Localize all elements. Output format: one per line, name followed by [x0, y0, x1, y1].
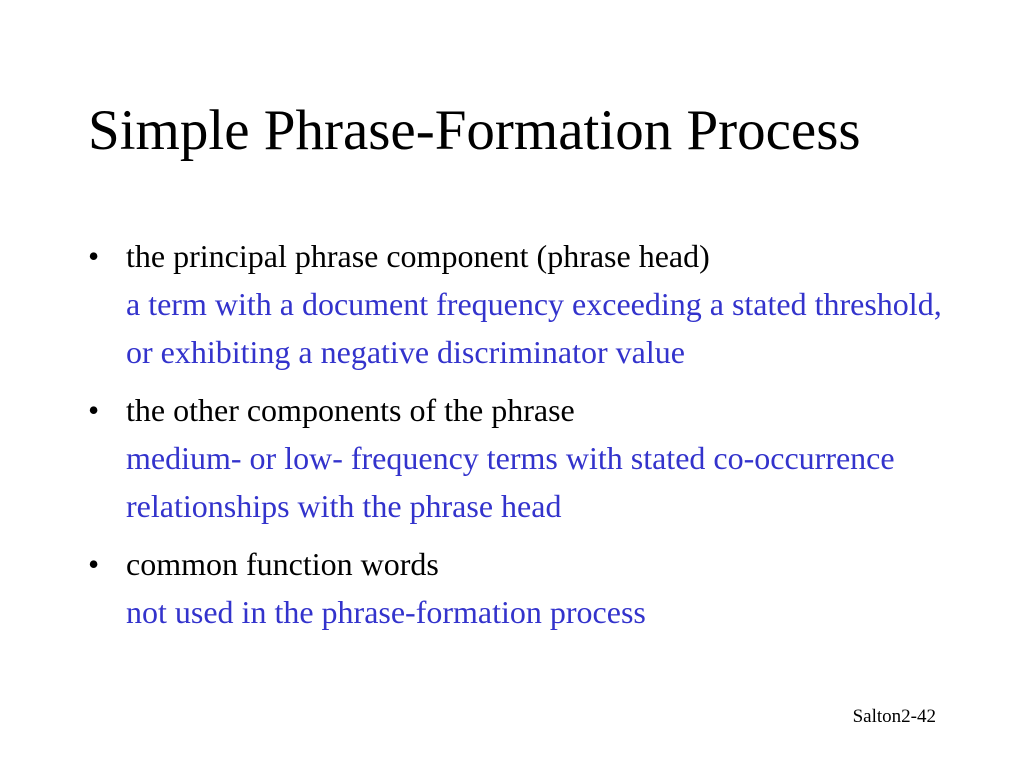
bullet-marker: •	[88, 238, 100, 274]
bullet-detail: medium- or low- frequency terms with stated co-occurrence relationships with the phrase head	[126, 440, 895, 524]
bullet-detail: a term with a document frequency exceeding a stated threshold, or exhibiting a negative discriminator value	[126, 286, 942, 370]
bullet-detail: not used in the phrase-formation process	[126, 594, 646, 630]
bullet-item	[88, 232, 968, 376]
slide-title: Simple Phrase-Formation Process	[88, 99, 861, 162]
bullet-item	[88, 540, 968, 636]
bullet-heading: the principal phrase component (phrase head)	[126, 238, 710, 274]
bullet-item	[88, 386, 968, 530]
bullet-marker: •	[88, 392, 100, 428]
bullet-heading: common function words	[126, 546, 439, 582]
bullet-heading: the other components of the phrase	[126, 392, 575, 428]
bullet-marker: •	[88, 546, 100, 582]
slide-footer: Salton2-42	[852, 706, 936, 727]
bullet-list	[88, 232, 968, 646]
